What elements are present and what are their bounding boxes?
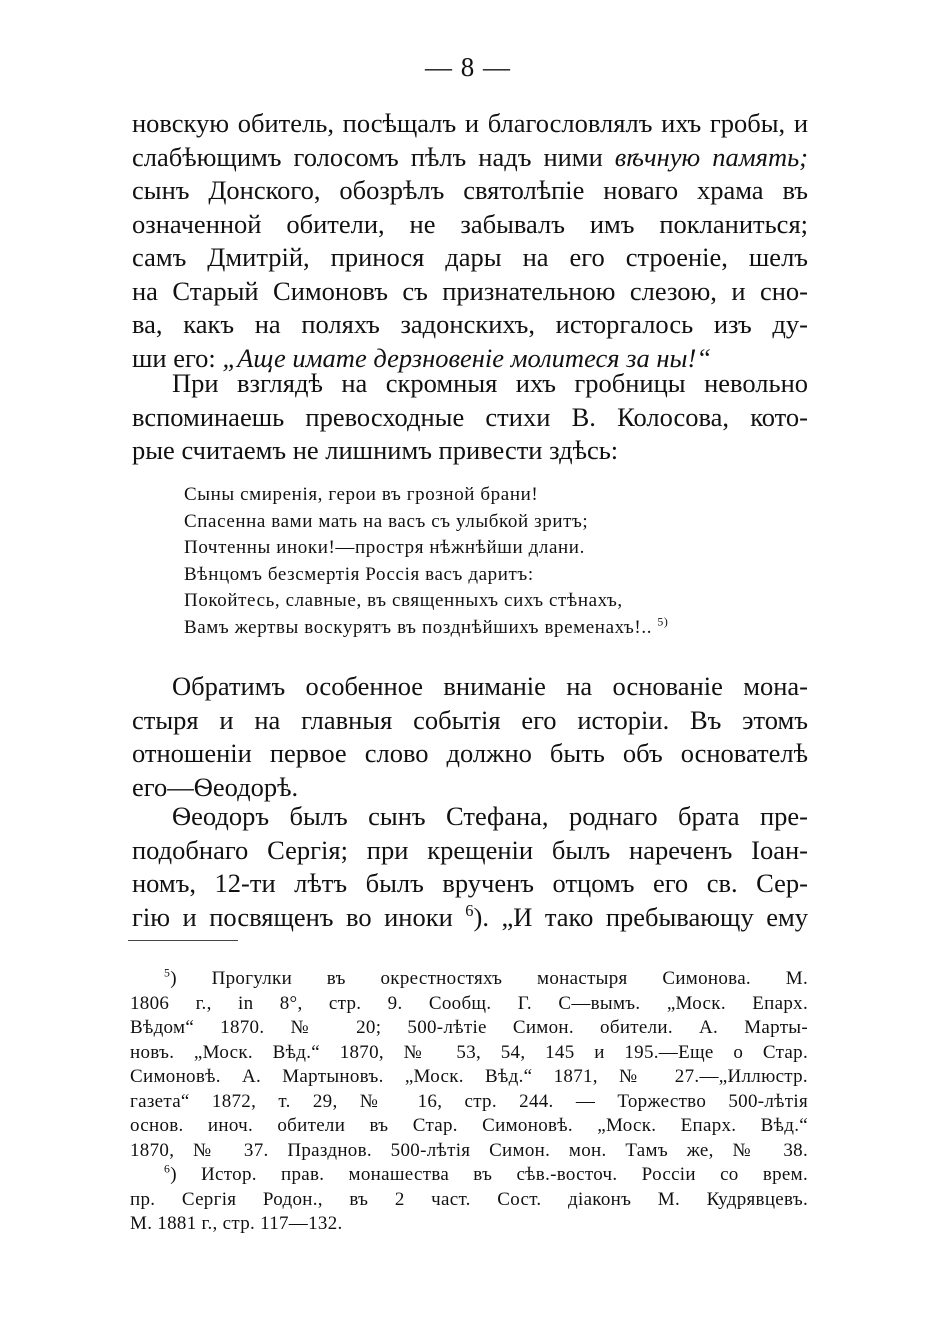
poem-verse: Вамъ жертвы воскурятъ въ позднѣйшихъ временахъ!.. $^{5)}$ — [184, 615, 669, 638]
text-line: номъ, 12-ти лѣтъ былъ врученъ отцомъ его св. Сер- — [132, 868, 808, 898]
poem-verse: Вѣнцомъ безсмертія Россія васъ даритъ: — [184, 563, 534, 585]
text-line: стыря и на главныя событія его исторіи. Въ этомъ — [132, 704, 808, 735]
page-number: — 8 — — [425, 52, 511, 82]
text-line: вспоминаешь превосходные стихи В. Колосова, кото- — [132, 401, 808, 432]
italic-phrase: вѣчную память; — [614, 141, 808, 172]
footnote-line: М. 1881 г., стр. 117—132. — [130, 1213, 343, 1234]
text-line: Обратимъ особенное вниманіе на основаніе мона- — [172, 671, 808, 701]
footnote-mark-6: 6 — [164, 1162, 171, 1176]
poem-verse: Почтенны иноки!—простря нѣжнѣйши длани. — [184, 537, 585, 558]
footnote-line: 1806 г., in 8°, стр. 9. Сообщ. Г. С—вымъ. „Моск. Епарх. — [130, 992, 808, 1014]
text-line: подобнаго Сергія; при крещеніи былъ нареченъ Іоан- — [132, 834, 808, 865]
text-line: рые считаемъ не лишнимъ привести здѣсь: — [132, 435, 619, 465]
poem-verse: Спасенна вами мать на васъ съ улыбкой зритъ; — [184, 510, 589, 532]
text-line: на Старый Симоновъ съ признательною слезою, и сно- — [132, 275, 808, 306]
footnote-line: новъ. „Моск. Вѣд.“ 1870, № 53, 54, 145 и 195.—Еще о Стар. — [130, 1041, 808, 1063]
italic-quote: „Аще имате дерзновеніе молитеся за ны!“ — [222, 342, 712, 373]
text-line: ши его: „Аще имате дерзновеніе молитеся за ны!“ — [132, 342, 712, 373]
text-line: Ѳеодоръ былъ сынъ Стефана, роднаго брата пре- — [172, 801, 808, 831]
footnote-line: 1870, № 37. Празднов. 500-лѣтія Симон. мон. Тамъ же, № 38. — [130, 1139, 808, 1161]
footnote-ref-5: 5) — [657, 615, 669, 629]
text-line: сынъ Донского, обозрѣлъ святолѣпіе новаго храма въ — [132, 175, 808, 205]
poem-verse: Покойтесь, славные, въ священныхъ сихъ стѣнахъ, — [184, 590, 623, 611]
footnote-line: $^5$) Прогулки въ окрестностяхъ монастыря Симонова. М. — [164, 966, 808, 989]
footnote-separator — [128, 940, 238, 941]
text-line: означенной обители, не забывалъ имъ покланиться; — [132, 208, 808, 239]
text-line: самъ Дмитрій, принося дары на его строеніе, шелъ — [132, 242, 808, 272]
text-line: новскую обитель, посѣщалъ и благословлялъ ихъ гробы, и — [132, 108, 808, 138]
footnote-line: пр. Сергія Родон., въ 2 част. Сост. діаконъ М. Кудрявцевъ. — [130, 1188, 808, 1210]
footnote-mark-5: 5 — [164, 966, 171, 980]
footnote-line: основ. иноч. обители въ Стар. Симоновѣ. „Моск. Епарх. Вѣд.“ — [130, 1115, 808, 1136]
poem-block — [184, 482, 668, 641]
text-line: его—Ѳеодорѣ. — [132, 771, 299, 802]
text-line: слабѣющимъ голосомъ пѣлъ надъ ними вѣчную память; — [132, 141, 808, 172]
paragraph-1 — [132, 107, 808, 375]
footnotes — [130, 967, 808, 1237]
footnote-line: газета“ 1872, т. 29, № 16, стр. 244. — Торжество 500-лѣтія — [130, 1090, 808, 1112]
text-line: ва, какъ на поляхъ задонскихъ, исторгалось изъ ду- — [132, 309, 808, 339]
text-line: При взглядѣ на скромныя ихъ гробницы невольно — [172, 368, 808, 398]
footnote-line: $^6$) Истор. прав. монашества въ сѣв.-восточ. Россіи со врем. — [164, 1162, 808, 1185]
footnote-ref-6: 6 — [465, 900, 474, 920]
footnote-line: Вѣдом“ 1870. № 20; 500-лѣтіе Симон. обители. А. Марты- — [130, 1017, 808, 1038]
text-line: отношеніи первое слово должно быть объ основателѣ — [132, 738, 808, 768]
footnote-line: Симоновѣ. А. Мартыновъ. „Моск. Вѣд.“ 1871, № 27.—„Иллюстр. — [130, 1066, 808, 1087]
paragraph-2 — [132, 367, 808, 468]
paragraph-3 — [132, 670, 808, 804]
paragraph-4 — [132, 800, 808, 934]
text-line: гію и посвященъ во иноки $^6$). „И тако пребывающу ему — [132, 900, 808, 932]
poem-verse: Сыны смиренія, герои въ грозной брани! — [184, 484, 539, 505]
